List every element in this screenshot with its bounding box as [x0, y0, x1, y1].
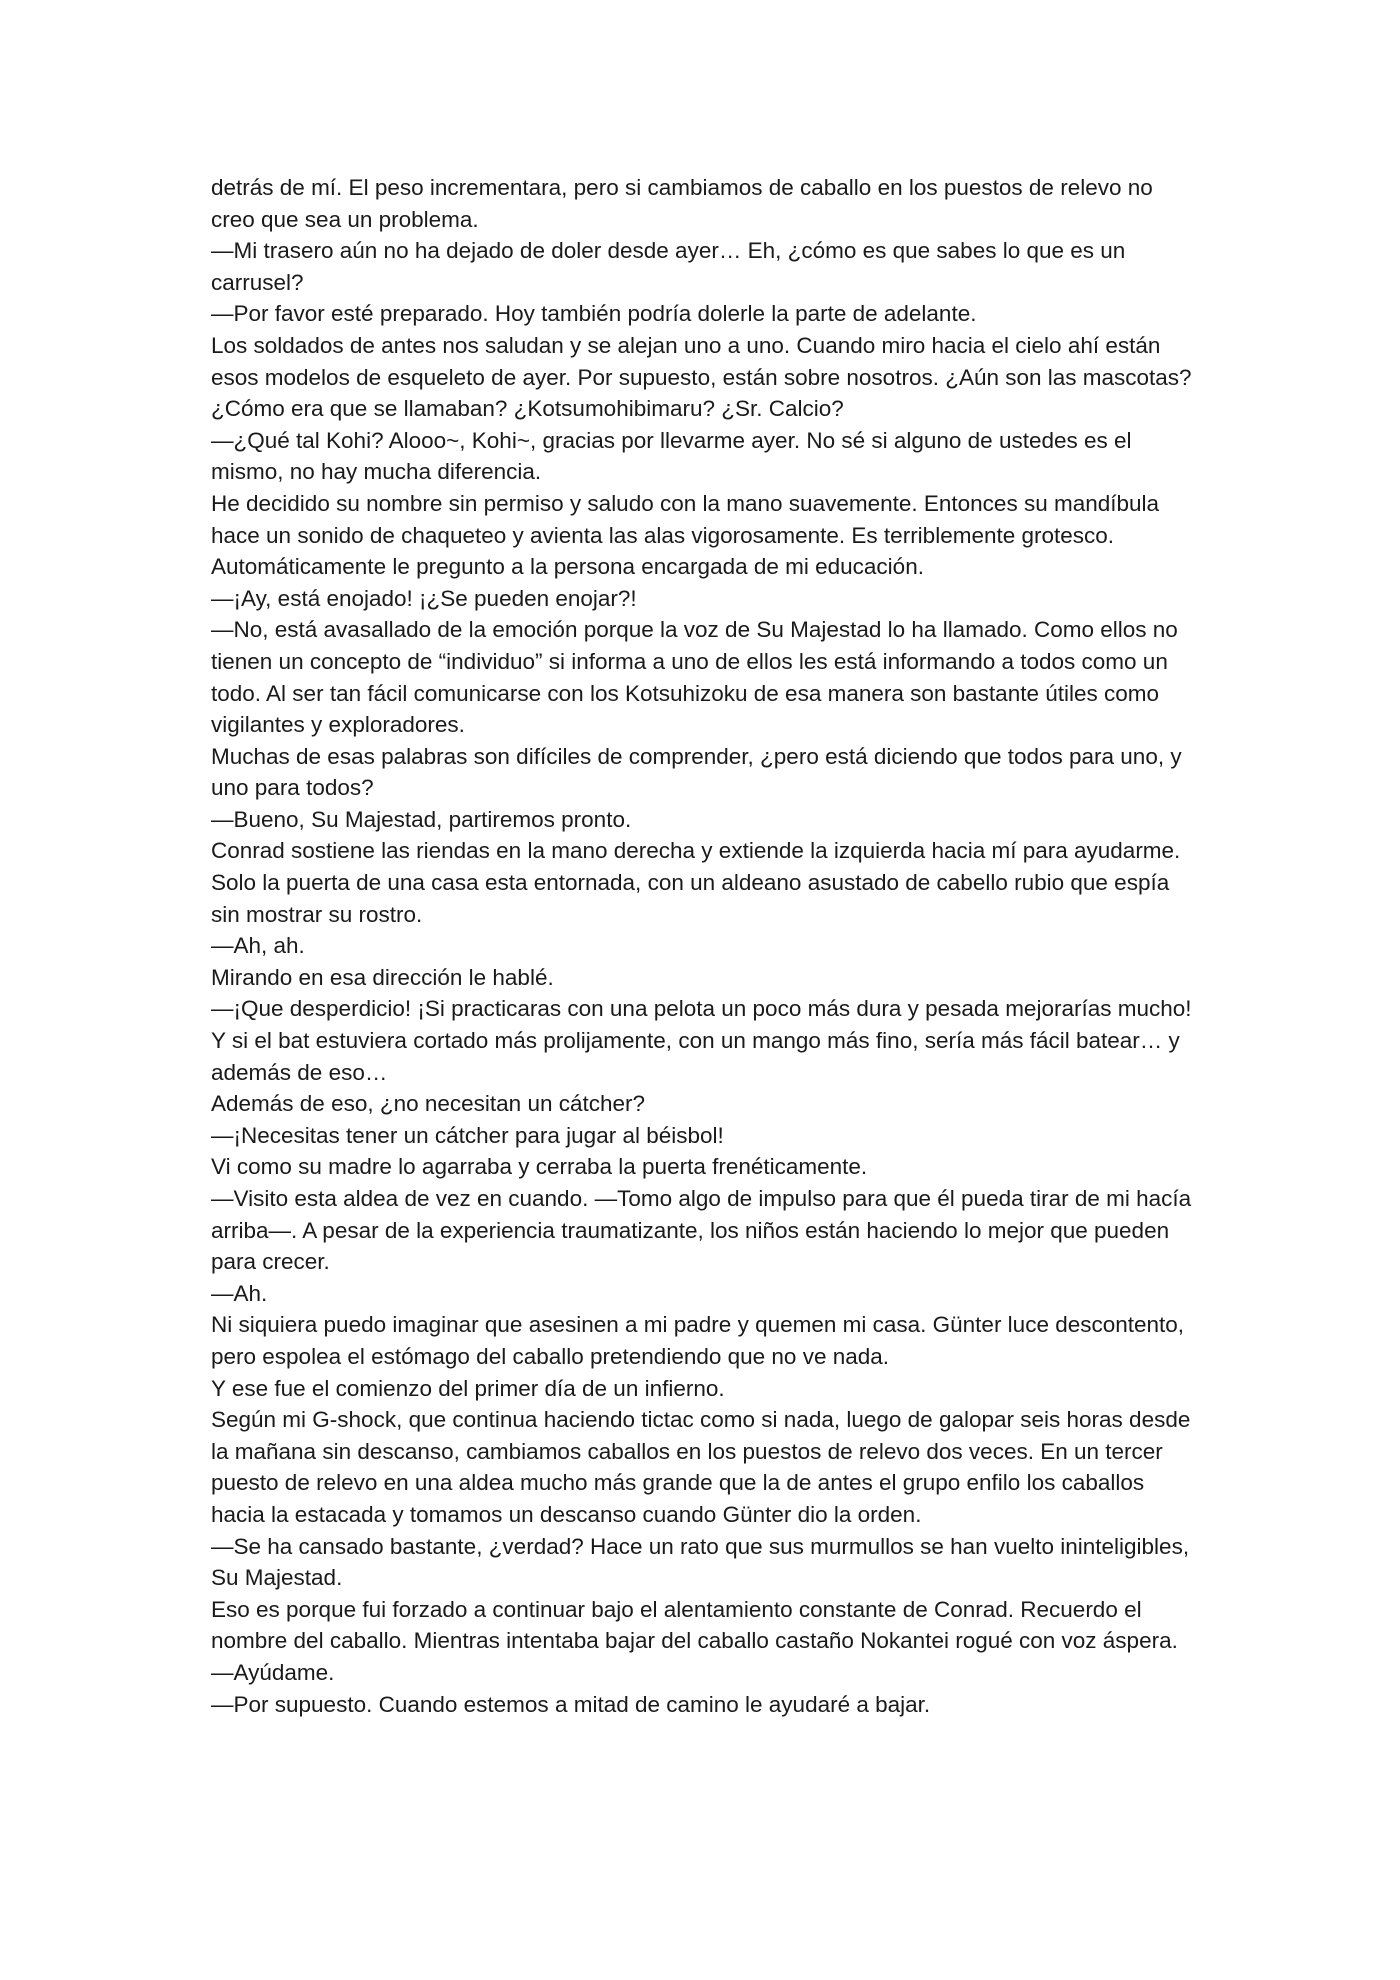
paragraph: —Bueno, Su Majestad, partiremos pronto. [211, 806, 632, 832]
paragraph: Además de eso, ¿no necesitan un cátcher? [211, 1091, 646, 1117]
paragraph: detrás de mí. El peso incrementara, pero si cambiamos de caballo en los puestos de relevo no creo que sea un problema. [211, 175, 1153, 232]
paragraph: —¡Ay, está enojado! ¡¿Se pueden enojar?! [211, 585, 637, 611]
paragraph: He decidido su nombre sin permiso y saludo con la mano suavemente. Entonces su mandíbula hace un sonido de chaqueteo y avienta las alas vigorosamente. Es terriblemente grotesco. Automáticamente le pregunto a la persona encargada de mi educación. [211, 490, 1160, 580]
paragraph: Vi como su madre lo agarraba y cerraba la puerta frenéticamente. [211, 1154, 868, 1180]
paragraph: —Mi trasero aún no ha dejado de doler desde ayer… Eh, ¿cómo es que sabes lo que es un carrusel? [211, 238, 1126, 295]
paragraph: —¡Que desperdicio! ¡Si practicaras con una pelota un poco más dura y pesada mejorarías mucho! Y si el bat estuviera cortado más prolijamente, con un mango más fino, sería más fácil batear… y además de eso… [211, 996, 1192, 1085]
paragraph: —Por supuesto. Cuando estemos a mitad de camino le ayudaré a bajar. [211, 1691, 931, 1717]
paragraph: Eso es porque fui forzado a continuar bajo el alentamiento constante de Conrad. Recuerdo el nombre del caballo. Mientras intentaba bajar del caballo castaño Nokantei rogué con voz áspera. [211, 1596, 1178, 1654]
body-text [211, 172, 1201, 1720]
paragraph: —Ayúdame. [211, 1659, 335, 1685]
paragraph: Solo la puerta de una casa esta entornada, con un aldeano asustado de cabello rubio que espía sin mostrar su rostro. [211, 870, 1170, 927]
paragraph: Según mi G-shock, que continua haciendo tictac como si nada, luego de galopar seis horas desde la mañana sin descanso, cambiamos caballos en los puestos de relevo dos veces. En un tercer puesto de relevo en una aldea mucho más grande que la de antes el grupo enfilo los caballos hacia la estacada y tomamos un descanso cuando Günter dio la orden. [211, 1407, 1191, 1527]
paragraph: —Ah. [211, 1280, 268, 1306]
paragraph: —Ah, ah. [211, 933, 305, 959]
paragraph: —¡Necesitas tener un cátcher para jugar al béisbol! [211, 1122, 724, 1148]
paragraph: Muchas de esas palabras son difíciles de comprender, ¿pero está diciendo que todos para uno, y uno para todos? [211, 743, 1182, 801]
paragraph: —Por favor esté preparado. Hoy también podría dolerle la parte de adelante. [211, 301, 977, 327]
paragraph: Conrad sostiene las riendas en la mano derecha y extiende la izquierda hacia mí para ayudarme. [211, 838, 1181, 864]
paragraph: —No, está avasallado de la emoción porque la voz de Su Majestad lo ha llamado. Como ellos no tienen un concepto de “individuo” si informa a uno de ellos les está informando a todos como un todo. Al ser tan fácil comunicarse con los Kotsuhizoku de esa manera son bastante útiles como vigilantes y exploradores. [211, 617, 1178, 738]
paragraph: Ni siquiera puedo imaginar que asesinen a mi padre y quemen mi casa. Günter luce descontento, pero espolea el estómago del caballo pretendiendo que no ve nada. [211, 1312, 1185, 1369]
paragraph: Y ese fue el comienzo del primer día de un infierno. [211, 1375, 725, 1401]
paragraph: Mirando en esa dirección le hablé. [211, 964, 554, 990]
paragraph: —¿Qué tal Kohi? Alooo~, Kohi~, gracias por llevarme ayer. No sé si alguno de ustedes es el mismo, no hay mucha diferencia. [211, 427, 1132, 485]
paragraph: —Visito esta aldea de vez en cuando. —Tomo algo de impulso para que él pueda tirar de mi hacía arriba—. A pesar de la experiencia traumatizante, los niños están haciendo lo mejor que pueden para crecer. [211, 1186, 1192, 1275]
paragraph: —Se ha cansado bastante, ¿verdad? Hace un rato que sus murmullos se han vuelto ininteligibles, Su Majestad. [211, 1533, 1190, 1591]
paragraph: Los soldados de antes nos saludan y se alejan uno a uno. Cuando miro hacia el cielo ahí están esos modelos de esqueleto de ayer. Por supuesto, están sobre nosotros. ¿Aún son las mascotas? ¿Cómo era que se llamaban? ¿Kotsumohibimaru? ¿Sr. Calcio? [211, 332, 1192, 422]
